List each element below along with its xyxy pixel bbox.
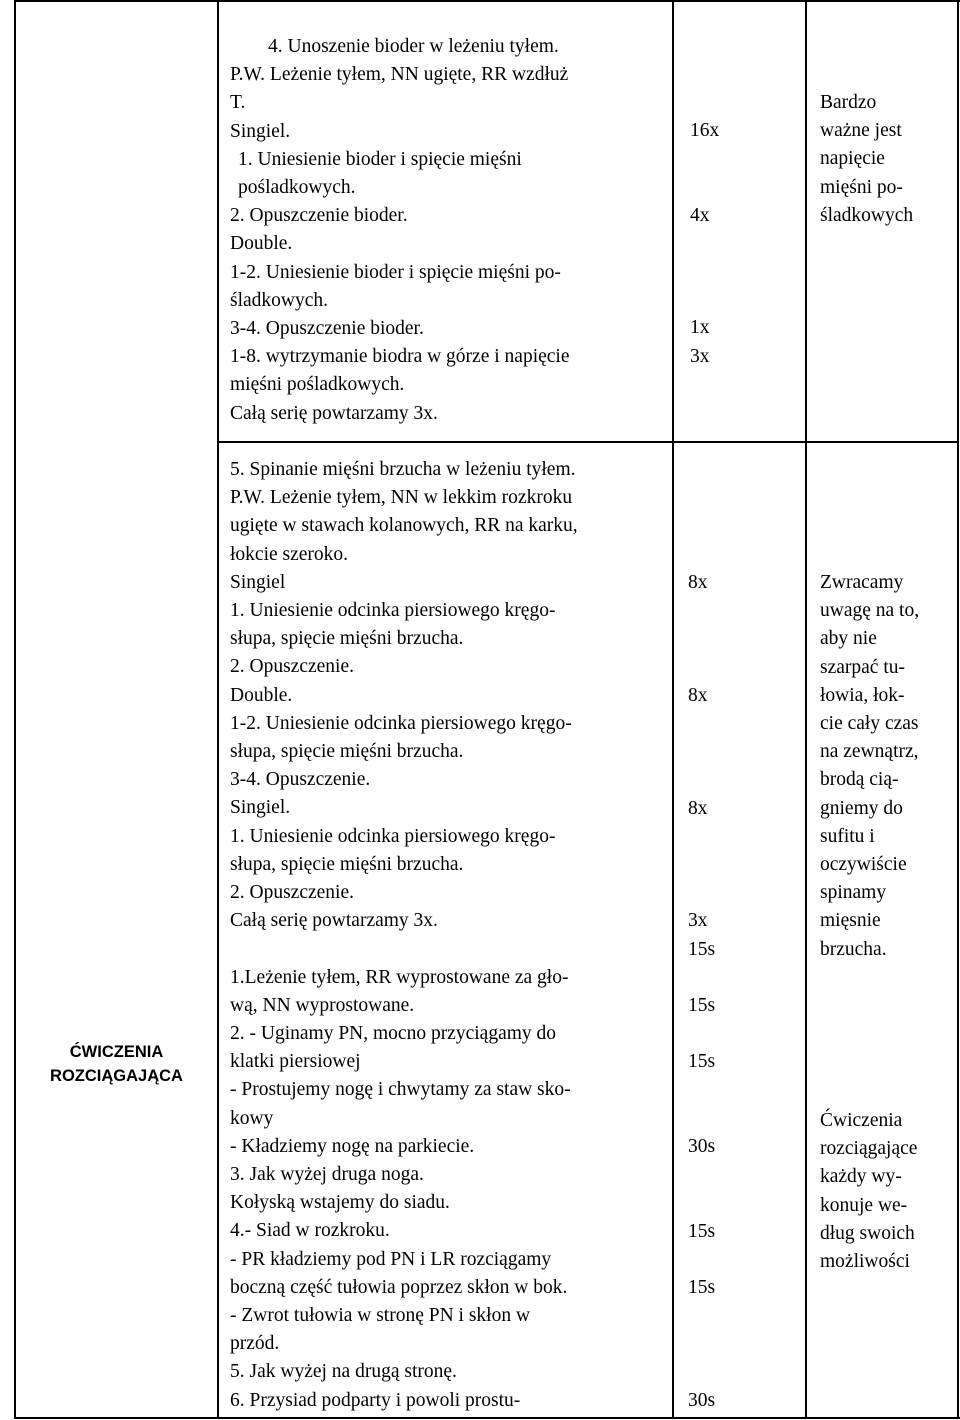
description-line: 5. Jak wyżej na drugą stronę.: [230, 1361, 457, 1383]
reps-value: 15s: [688, 1220, 716, 1242]
description-line: kowy: [230, 1107, 274, 1129]
reps-value: 8x: [688, 684, 708, 706]
section-label-line: ĆWICZENIA: [69, 1043, 164, 1061]
description-line: Całą serię powtarzamy 3x.: [230, 402, 438, 424]
description-line: Singiel.: [230, 120, 291, 142]
description-line: ugięte w stawach kolanowych, RR na karku,: [230, 515, 578, 537]
note-line: ważne jest: [820, 120, 902, 142]
note-line: spinamy: [820, 882, 887, 904]
description-line: śladkowych.: [230, 289, 329, 311]
note-line: uwagę na to,: [820, 600, 920, 622]
note-line: cie cały czas: [820, 713, 919, 734]
description-line: 1-2. Uniesienie odcinka piersiowego kręgo-: [230, 712, 572, 734]
reps-value: 15s: [688, 938, 716, 960]
description-line: T.: [230, 92, 246, 114]
description-line: 2. Opuszczenie.: [230, 882, 354, 903]
description-line: klatki piersiowej: [230, 1051, 361, 1073]
reps-value: 30s: [688, 1136, 716, 1157]
description-line: wą, NN wyprostowane.: [230, 994, 415, 1016]
description-line: słupa, spięcie mięśni brzucha.: [230, 853, 464, 875]
description-line: P.W. Leżenie tyłem, NN ugięte, RR wzdłuż: [230, 64, 569, 86]
note-line: możliwości: [820, 1251, 910, 1272]
description-line: 3-4. Opuszczenie bioder.: [230, 318, 424, 339]
description-line: mięśni pośladkowych.: [230, 374, 405, 396]
column-divider-2: [672, 0, 674, 1419]
table-border-right: [957, 0, 959, 1419]
description-line: P.W. Leżenie tyłem, NN w lekkim rozkroku: [230, 487, 573, 509]
description-line: 2. Opuszczenie bioder.: [230, 205, 408, 227]
reps-value: 3x: [690, 345, 710, 367]
note-line: rozciągające: [820, 1138, 918, 1160]
reps-value: 30s: [688, 1389, 716, 1411]
reps-value: 4x: [690, 204, 710, 226]
description-line: 1. Uniesienie odcinka piersiowego kręgo-: [230, 600, 556, 621]
description-line: - PR kładziemy pod PN i LR rozciągamy: [230, 1248, 552, 1270]
description-line: 4.- Siad w rozkroku.: [230, 1220, 390, 1242]
description-line: - Zwrot tułowia w stronę PN i skłon w: [230, 1305, 531, 1326]
reps-value: 1x: [690, 317, 710, 339]
description-line: łokcie szeroko.: [230, 543, 349, 565]
description-line: 6. Przysiad podparty i powoli prostu-: [230, 1389, 521, 1411]
description-line: 1. Uniesienie bioder i spięcie mięśni: [238, 148, 522, 170]
row-divider: [219, 441, 957, 443]
reps-value: 3x: [688, 910, 708, 932]
column-divider-3: [805, 0, 807, 1419]
note-line: mięsnie: [820, 910, 881, 932]
description-line: Kołyską wstajemy do siadu.: [230, 1192, 450, 1214]
note-line: Ćwiczenia: [820, 1110, 903, 1131]
note-line: mięśni po-: [820, 176, 903, 198]
description-line: pośladkowych.: [238, 177, 356, 198]
description-line: 1-2. Uniesienie bioder i spięcie mięśni po-: [230, 261, 561, 283]
note-line: brodą cią-: [820, 769, 899, 791]
table-border-bottom: [14, 1417, 960, 1419]
reps-value: 8x: [688, 572, 708, 593]
note-line: Bardzo: [820, 92, 877, 113]
reps-value: 15s: [688, 995, 716, 1016]
description-line: - Prostujemy nogę i chwytamy za staw sko-: [230, 1079, 571, 1101]
description-line: 5. Spinanie mięśni brzucha w leżeniu tyłem.: [230, 459, 576, 480]
description-line: Singiel: [230, 571, 286, 593]
section-label-line: ROZCIĄGAJĄCA: [50, 1067, 183, 1085]
reps-value: 15s: [688, 1051, 716, 1073]
section-label: [16, 1040, 217, 1088]
note-line: napięcie: [820, 148, 885, 170]
description-line: 4. Unoszenie bioder w leżeniu tyłem.: [268, 36, 559, 57]
description-line: 2. - Uginamy PN, mocno przyciągamy do: [230, 1023, 557, 1044]
note-line: każdy wy-: [820, 1166, 902, 1188]
note-line: łowia, łok-: [820, 684, 905, 706]
reps-value: 15s: [688, 1277, 716, 1298]
description-line: 1.Leżenie tyłem, RR wyprostowane za gło-: [230, 966, 569, 988]
description-line: - Kładziemy nogę na parkiecie.: [230, 1135, 475, 1157]
note-line: na zewnątrz,: [820, 741, 919, 763]
description-line: Singiel.: [230, 797, 291, 819]
note-line: śladkowych: [820, 204, 914, 226]
note-line: brzucha.: [820, 938, 887, 960]
description-line: Double.: [230, 684, 293, 706]
description-line: słupa, spięcie mięśni brzucha.: [230, 628, 464, 650]
note-line: Zwracamy: [820, 572, 904, 593]
description-line: 3. Jak wyżej druga noga.: [230, 1164, 424, 1185]
description-line: boczną część tułowia poprzez skłon w bok.: [230, 1276, 568, 1298]
description-line: przód.: [230, 1333, 280, 1355]
note-line: oczywiście: [820, 854, 907, 875]
table-border-left: [14, 0, 16, 1419]
description-line: Całą serię powtarzamy 3x.: [230, 910, 438, 932]
note-line: szarpać tu-: [820, 656, 905, 678]
note-line: sufitu i: [820, 825, 875, 847]
description-line: Double.: [230, 233, 293, 255]
note-line: aby nie: [820, 628, 877, 650]
note-line: konuje we-: [820, 1194, 908, 1216]
reps-value: 16x: [690, 120, 720, 141]
reps-value: 8x: [688, 797, 708, 819]
table-border-top: [14, 0, 960, 2]
column-divider-1: [217, 0, 219, 1419]
note-line: dług swoich: [820, 1222, 915, 1244]
description-line: 3-4. Opuszczenie.: [230, 769, 371, 791]
description-line: 1-8. wytrzymanie biodra w górze i napięcie: [230, 346, 570, 368]
description-line: 1. Uniesienie odcinka piersiowego kręgo-: [230, 825, 556, 847]
note-line: gniemy do: [820, 797, 903, 819]
description-line: 2. Opuszczenie.: [230, 656, 354, 678]
description-line: słupa, spięcie mięśni brzucha.: [230, 741, 464, 762]
